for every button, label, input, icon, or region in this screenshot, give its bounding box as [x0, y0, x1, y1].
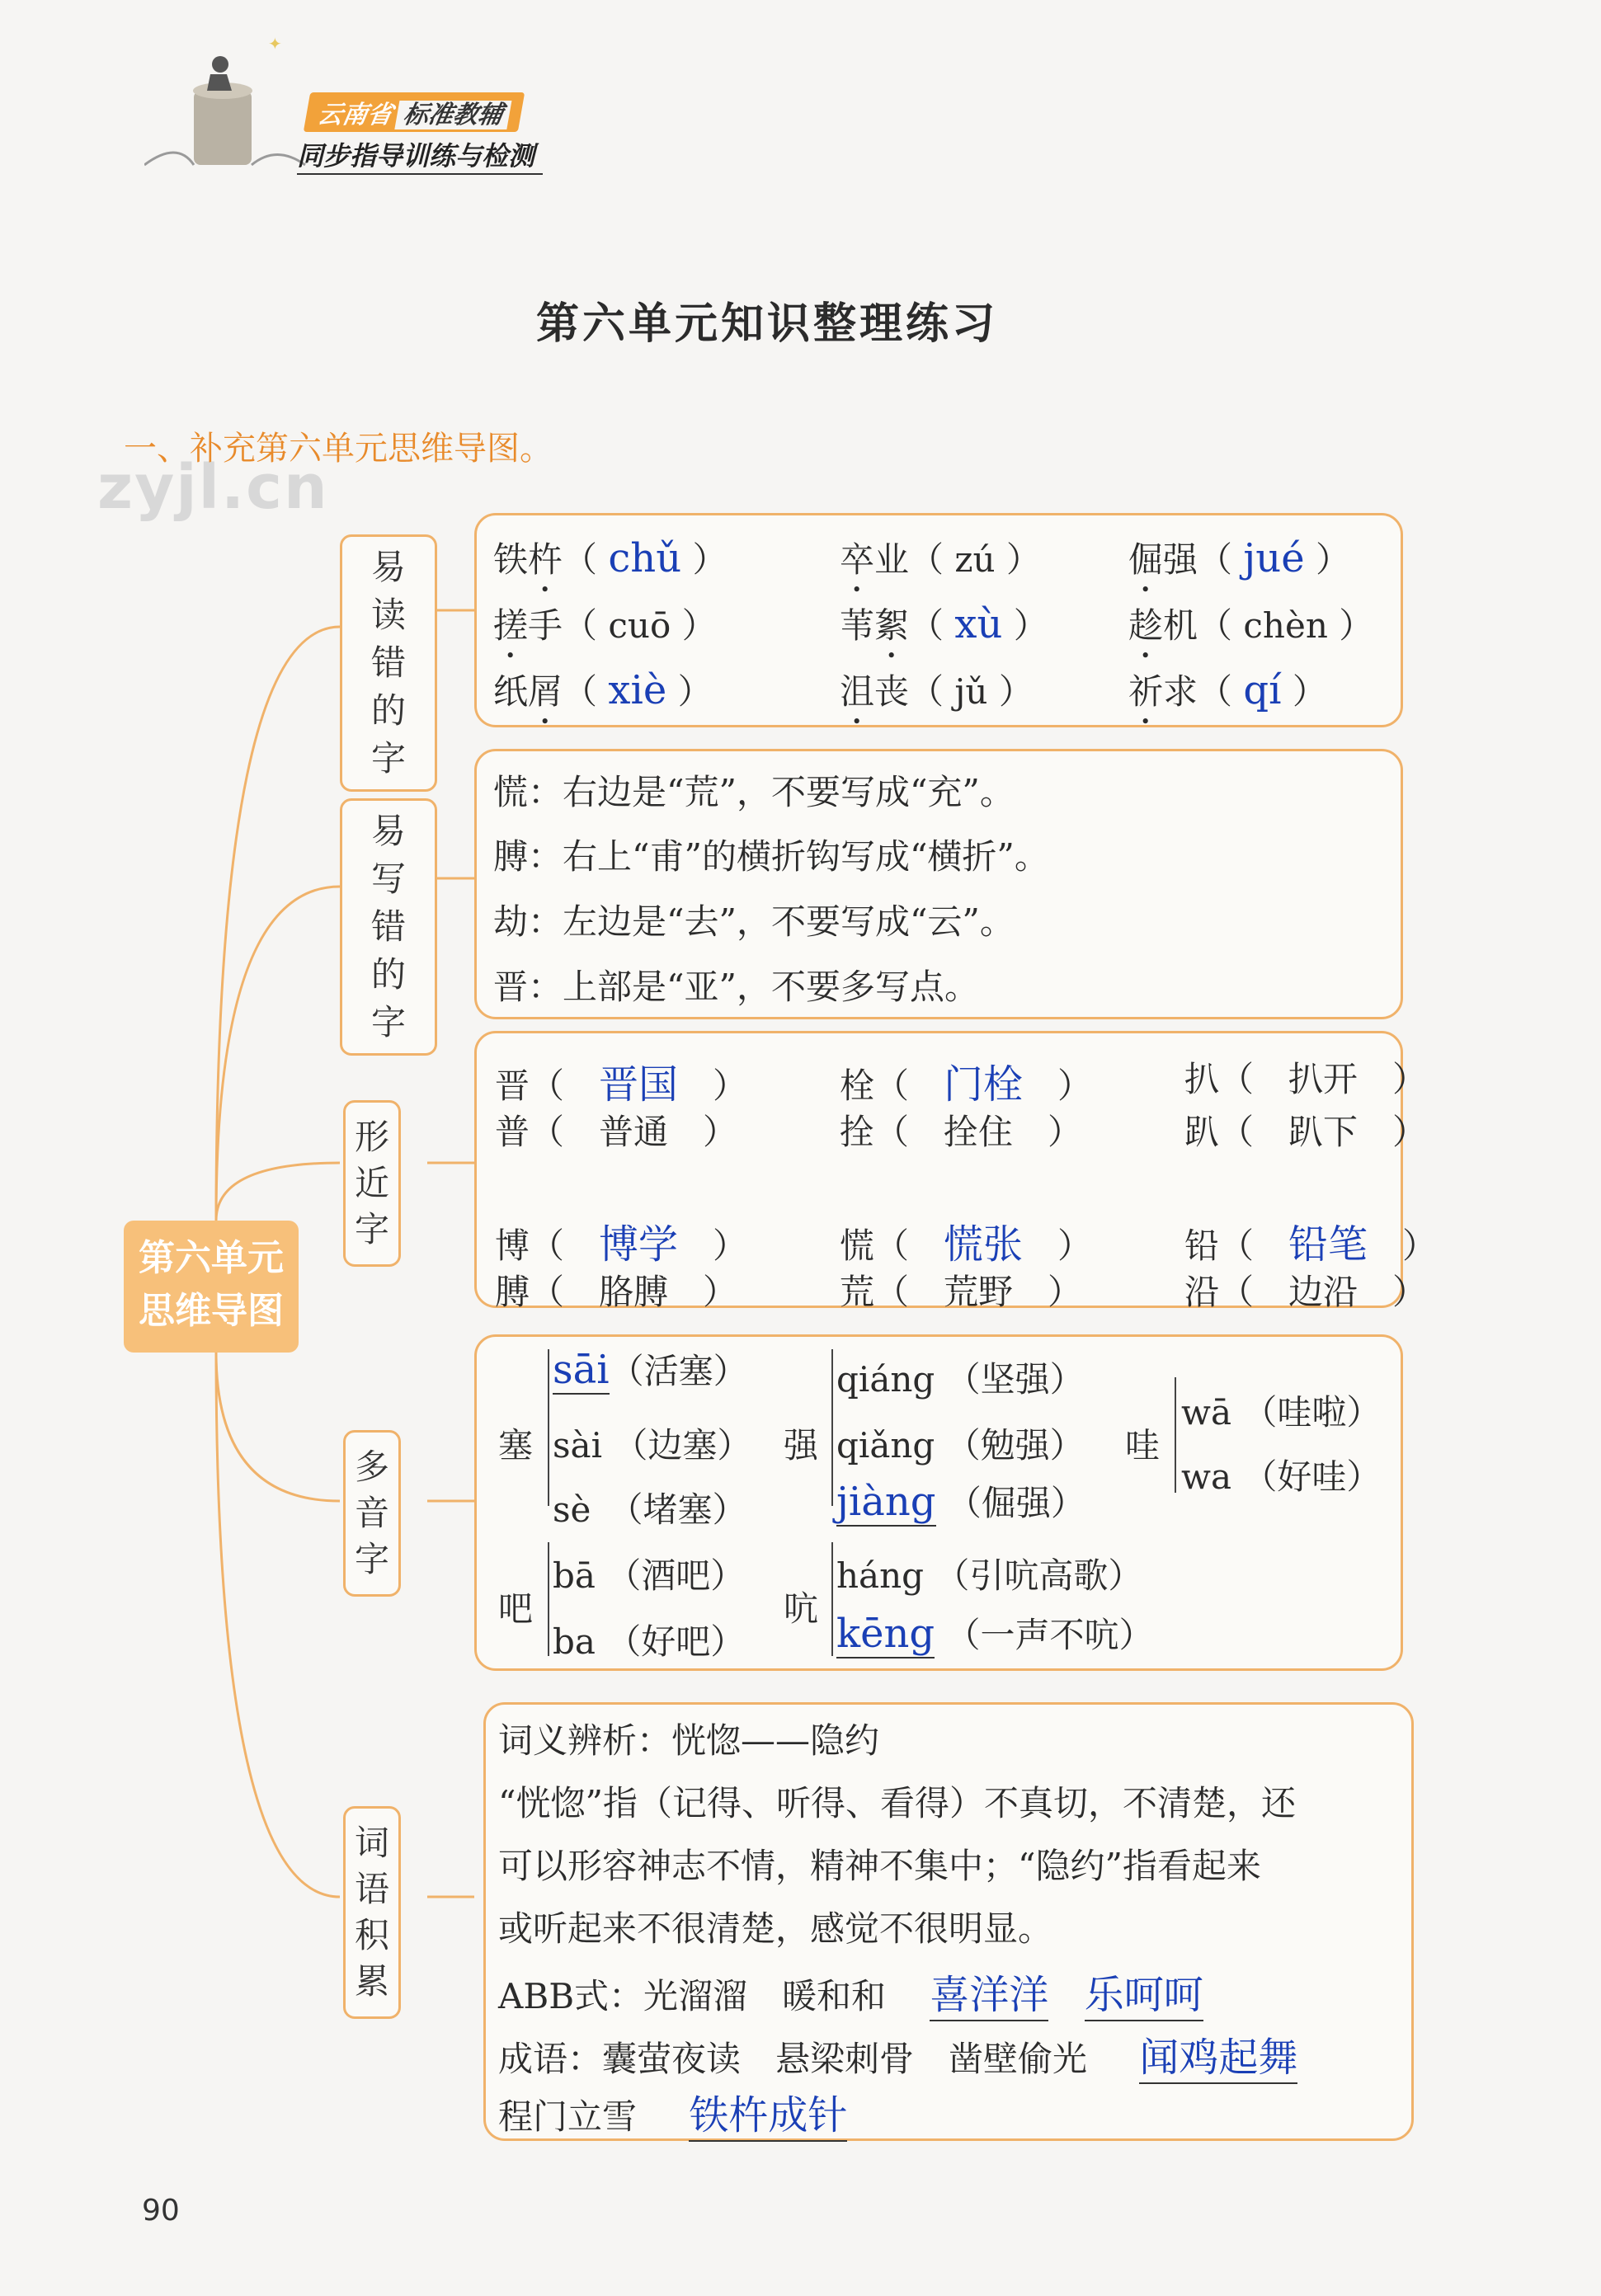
similar-item: 博（ 博学 ）: [495, 1221, 748, 1268]
label-vocab: 词 语 积 累: [343, 1806, 401, 2019]
page-number: 90: [142, 2194, 180, 2228]
vocab-idiom-cont: 程门立雪 铁杵成针: [498, 2083, 847, 2142]
poly-char-wa: 哇: [1125, 1425, 1161, 1466]
poly-char-qiang: 强: [784, 1425, 819, 1466]
svg-text:✦: ✦: [268, 34, 282, 54]
easy-read-item: 搓手（ cuō ）: [493, 605, 717, 646]
poly-reading: kēng （一声不吭）: [836, 1611, 1154, 1657]
watermark: zyjl.cn: [97, 452, 329, 523]
header-subtitle: 同步指导训练与检测: [297, 135, 543, 175]
brace: [831, 1542, 833, 1656]
similar-item: 沿（ 边沿 ）: [1184, 1272, 1428, 1312]
easy-read-item: 倔强（ jué ）: [1128, 535, 1350, 581]
similar-item: 铅（ 铅笔 ）: [1184, 1221, 1438, 1268]
vocab-line: 词义辨析：恍惚——隐约: [498, 1720, 880, 1761]
similar-item: 扒（ 扒开 ）: [1184, 1059, 1428, 1099]
center-label: 第六单元 思维导图: [124, 1221, 299, 1353]
poly-reading: sài （边塞）: [553, 1425, 752, 1466]
header-brand: 云南省 标准教辅: [304, 92, 525, 132]
easy-write-line: 慌：右边是“荒”，不要写成“充”。: [493, 772, 1015, 812]
similar-item: 慌（ 慌张 ）: [840, 1221, 1093, 1268]
poly-char-sai: 塞: [498, 1425, 534, 1466]
similar-item: 栓（ 门栓 ）: [840, 1061, 1093, 1108]
vocab-line: 或听起来不很清楚，感觉不很明显。: [498, 1908, 1053, 1949]
vocab-line: “恍惚”指（记得、听得、看得）不真切，不清楚，还: [498, 1783, 1296, 1823]
easy-read-item: 沮丧（ jǔ ）: [840, 671, 1034, 712]
similar-item: 普（ 普通 ）: [495, 1112, 738, 1152]
similar-item: 荒（ 荒野 ）: [840, 1272, 1083, 1312]
easy-read-item: 卒业（ zú ）: [840, 539, 1041, 580]
brace: [831, 1349, 833, 1506]
brace: [1175, 1377, 1176, 1493]
easy-read-item: 纸屑（ xiè ）: [493, 667, 713, 713]
label-easy-read: 易读 错的 字: [340, 534, 437, 792]
page-title: 第六单元知识整理练习: [535, 299, 998, 349]
easy-write-line: 劫：左边是“去”，不要写成“云”。: [493, 901, 1015, 942]
poly-char-ba: 吧: [498, 1588, 534, 1629]
easy-read-item: 趁机（ chèn ）: [1128, 605, 1374, 646]
easy-write-line: 晋：上部是“亚”，不要多写点。: [493, 967, 979, 1007]
poly-reading: wa （好哇）: [1181, 1456, 1382, 1497]
poly-reading: wā （哇啦）: [1181, 1392, 1382, 1433]
poly-reading: jiàng （倔强）: [836, 1479, 1085, 1525]
vocab-idiom: 成语：囊萤夜读 悬梁刺骨 凿壁偷光 闻鸡起舞: [498, 2025, 1297, 2084]
easy-read-item: 铁杵（ chǔ ）: [493, 535, 728, 581]
easy-read-item: 苇絮（ xù ）: [840, 601, 1048, 647]
vocab-line: 可以形容神志不情，精神不集中；“隐约”指看起来: [498, 1846, 1261, 1886]
poly-char-keng: 吭: [784, 1588, 819, 1629]
poly-reading: sè （堵塞）: [553, 1489, 747, 1530]
brace: [548, 1349, 549, 1506]
vocab-abb: ABB式：光溜溜 暖和和 喜洋洋 乐呵呵: [498, 1963, 1203, 2021]
poly-reading: háng （引吭高歌）: [836, 1555, 1143, 1596]
poly-reading: qiáng （坚强）: [836, 1359, 1085, 1400]
label-polyphone: 多 音 字: [343, 1430, 401, 1597]
easy-write-line: 膊：右上“甫”的横折钩写成“横折”。: [493, 836, 1049, 877]
similar-item: 拴（ 拴住 ）: [840, 1112, 1083, 1152]
poly-reading: bā （酒吧）: [553, 1555, 746, 1596]
brace: [548, 1542, 549, 1656]
similar-item: 晋（ 晋国 ）: [495, 1061, 748, 1108]
label-easy-write: 易写 错的 字: [340, 798, 437, 1056]
easy-read-item: 祈求（ qí ）: [1128, 667, 1327, 713]
poly-reading: qiǎng （勉强）: [836, 1425, 1085, 1466]
section-heading: 一、补充第六单元思维导图。: [124, 430, 553, 468]
similar-item: 膊（ 胳膊 ）: [495, 1272, 738, 1312]
label-similar: 形 近 字: [343, 1100, 401, 1267]
poly-reading: ba （好吧）: [553, 1621, 746, 1662]
poly-reading: sāi（活塞）: [553, 1347, 748, 1393]
similar-item: 趴（ 趴下 ）: [1184, 1112, 1428, 1152]
